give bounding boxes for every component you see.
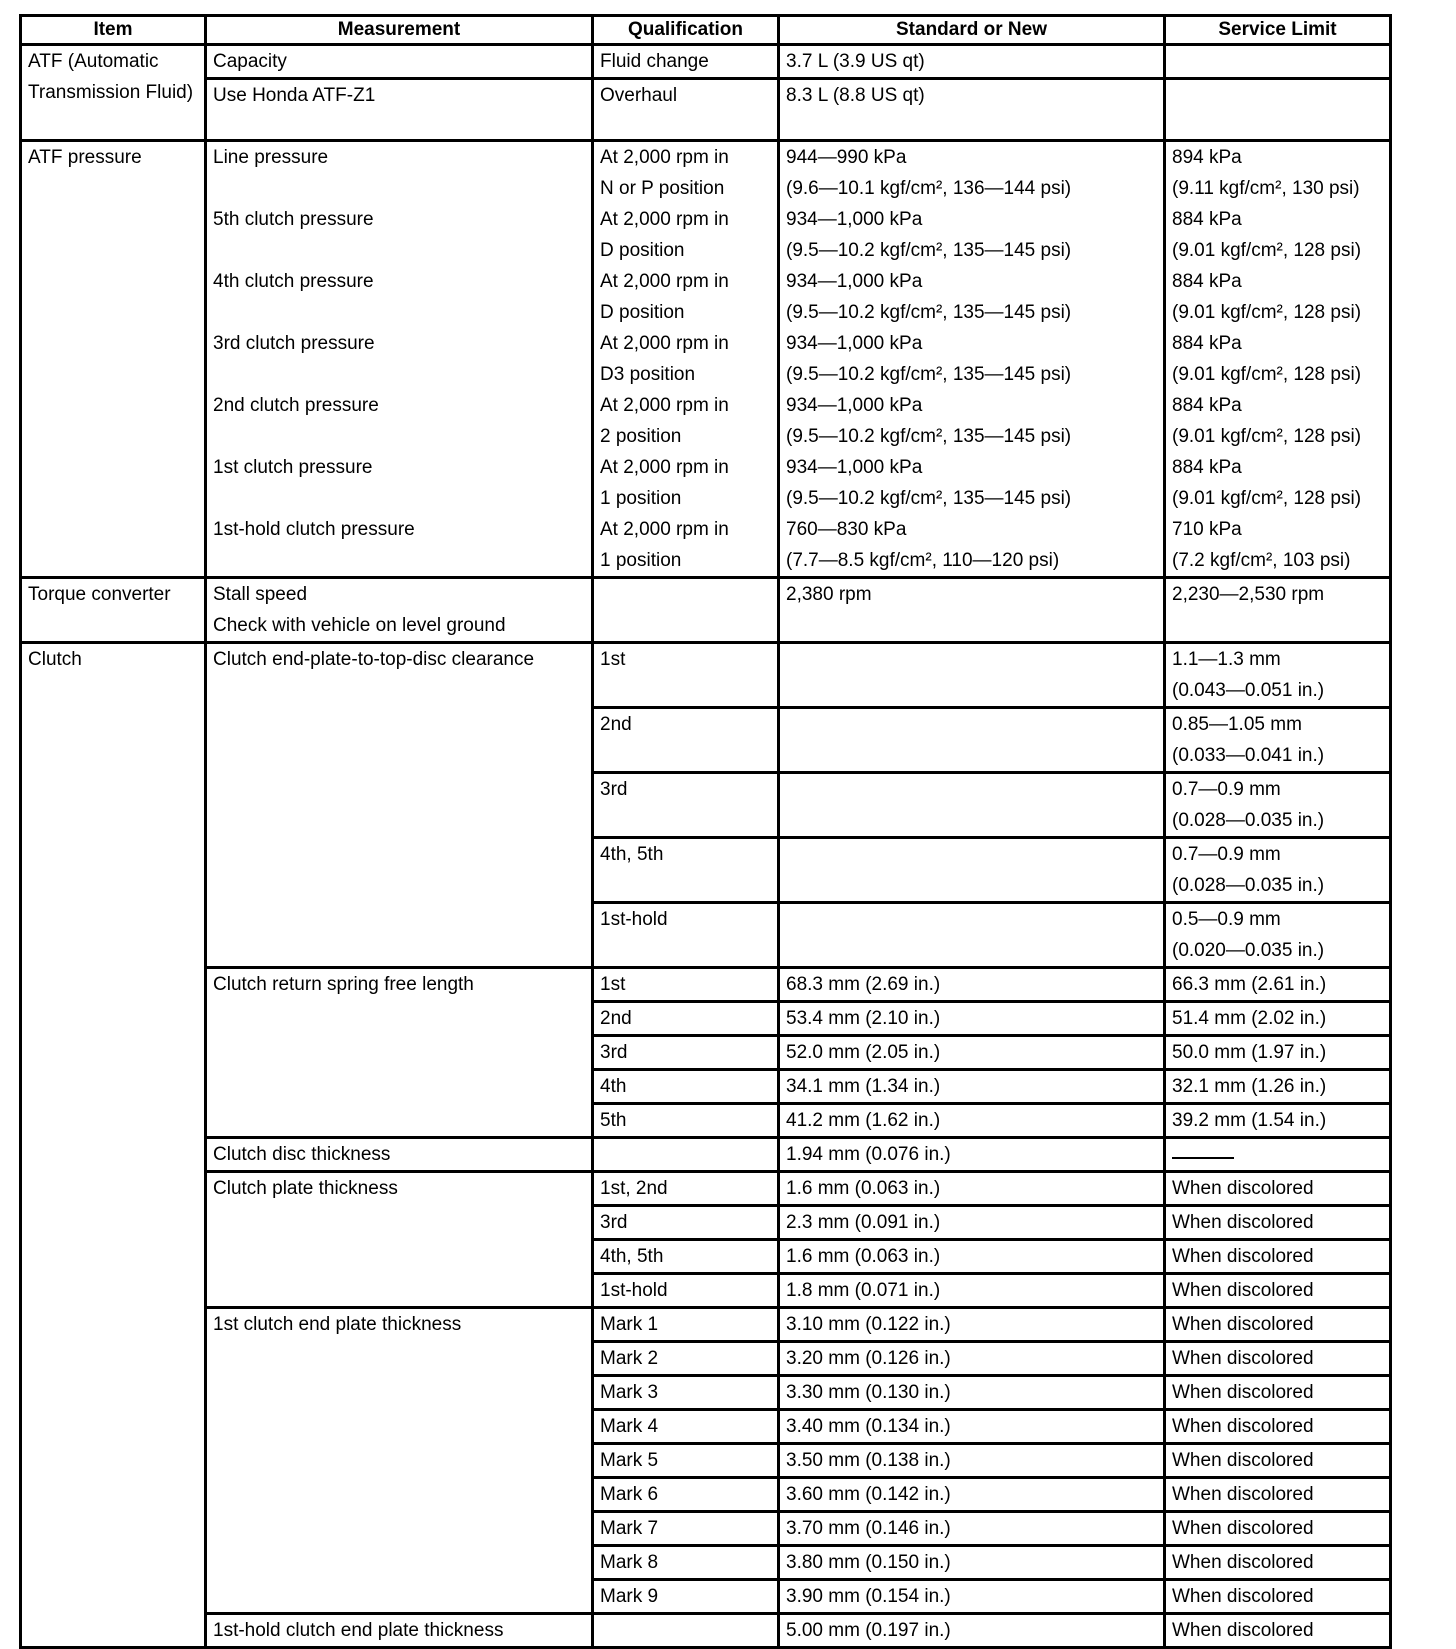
table-row <box>21 1138 1391 1172</box>
standard-cell <box>779 141 1165 578</box>
cell-line <box>213 235 585 266</box>
qualification-cell <box>593 141 779 578</box>
limit-cell: When discolored <box>1165 1308 1391 1342</box>
qualification-cell: 3rd <box>593 1036 779 1070</box>
cell-line: 894 kPa <box>1172 147 1242 168</box>
standard-cell: 3.50 mm (0.138 in.) <box>779 1444 1165 1478</box>
limit-cell: When discolored <box>1165 1274 1391 1308</box>
standard-cell <box>779 773 1165 838</box>
standard-cell: 1.8 mm (0.071 in.) <box>779 1274 1165 1308</box>
cell-line: At 2,000 rpm in <box>600 395 729 416</box>
limit-cell: When discolored <box>1165 1444 1391 1478</box>
qualification-cell: Mark 7 <box>593 1512 779 1546</box>
cell-line: (9.5—10.2 kgf/cm², 135—145 psi) <box>786 240 1072 261</box>
cell-line: (9.6—10.1 kgf/cm², 136—144 psi) <box>786 178 1072 199</box>
limit-cell: 50.0 mm (1.97 in.) <box>1165 1036 1391 1070</box>
standard-cell: 3.20 mm (0.126 in.) <box>779 1342 1165 1376</box>
cell-line: (9.11 kgf/cm², 130 psi) <box>1172 178 1360 199</box>
standard-cell: 5.00 mm (0.197 in.) <box>779 1614 1165 1648</box>
cell-line: At 2,000 rpm in <box>600 271 729 292</box>
cell-line: 884 kPa <box>1172 271 1242 292</box>
measurement-cell: Use Honda ATF-Z1 <box>206 79 593 141</box>
col-header-standard: Standard or New <box>779 16 1165 45</box>
cell-line: (9.01 kgf/cm², 128 psi) <box>1172 364 1362 385</box>
cell-line: (9.5—10.2 kgf/cm², 135—145 psi) <box>786 364 1072 385</box>
cell-line: (0.020—0.035 in.) <box>1172 940 1325 961</box>
table-row <box>21 45 1391 79</box>
cell-line <box>213 545 585 576</box>
cell-line: (9.01 kgf/cm², 128 psi) <box>1172 488 1362 509</box>
qualification-cell: Mark 8 <box>593 1546 779 1580</box>
limit-cell <box>1165 838 1391 903</box>
table-row <box>21 643 1391 708</box>
limit-cell: 51.4 mm (2.02 in.) <box>1165 1002 1391 1036</box>
qualification-cell <box>593 578 779 643</box>
qualification-cell: 3rd <box>593 1206 779 1240</box>
table-row <box>21 79 1391 141</box>
standard-cell: 1.6 mm (0.063 in.) <box>779 1172 1165 1206</box>
cell-line <box>213 359 585 390</box>
qualification-cell <box>593 1614 779 1648</box>
spec-table <box>19 14 1392 1649</box>
measurement-cell: Clutch disc thickness <box>206 1138 593 1172</box>
qualification-cell: 1st-hold <box>593 903 779 968</box>
measurement-cell: Capacity <box>206 45 593 79</box>
cell-line: (9.01 kgf/cm², 128 psi) <box>1172 302 1362 323</box>
qualification-cell: 1st, 2nd <box>593 1172 779 1206</box>
limit-cell: 32.1 mm (1.26 in.) <box>1165 1070 1391 1104</box>
cell-line: 934—1,000 kPa <box>786 457 923 478</box>
cell-line: 0.7—0.9 mm <box>1172 844 1281 865</box>
cell-line: 884 kPa <box>1172 333 1242 354</box>
cell-line: 1st clutch pressure <box>213 457 373 478</box>
cell-line: 760—830 kPa <box>786 519 907 540</box>
standard-cell: 68.3 mm (2.69 in.) <box>779 968 1165 1002</box>
standard-cell: 53.4 mm (2.10 in.) <box>779 1002 1165 1036</box>
measurement-cell: Clutch end-plate-to-top-disc clearance <box>206 643 593 968</box>
cell-line: 934—1,000 kPa <box>786 333 923 354</box>
qualification-cell: 1st <box>593 968 779 1002</box>
limit-cell: When discolored <box>1165 1376 1391 1410</box>
cell-line: 934—1,000 kPa <box>786 271 923 292</box>
qualification-cell: Mark 4 <box>593 1410 779 1444</box>
standard-cell: 1.6 mm (0.063 in.) <box>779 1240 1165 1274</box>
cell-line: 884 kPa <box>1172 457 1242 478</box>
limit-cell: When discolored <box>1165 1580 1391 1614</box>
cell-line: (9.01 kgf/cm², 128 psi) <box>1172 240 1362 261</box>
cell-line: 2 position <box>600 426 682 447</box>
table-row <box>21 578 1391 643</box>
standard-cell <box>779 838 1165 903</box>
qualification-cell: 3rd <box>593 773 779 838</box>
cell-line: 934—1,000 kPa <box>786 395 923 416</box>
cell-line: 0.85—1.05 mm <box>1172 714 1302 735</box>
cell-line <box>213 483 585 514</box>
cell-line: D position <box>600 302 685 323</box>
cell-line: (0.028—0.035 in.) <box>1172 810 1325 831</box>
standard-cell: 3.90 mm (0.154 in.) <box>779 1580 1165 1614</box>
cell-line: Stall speed <box>213 584 308 605</box>
cell-line: 1 position <box>600 550 682 571</box>
dash-mark <box>1172 1157 1234 1159</box>
limit-cell <box>1165 773 1391 838</box>
limit-cell: When discolored <box>1165 1206 1391 1240</box>
cell-line: (7.2 kgf/cm², 103 psi) <box>1172 550 1351 571</box>
cell-line: 884 kPa <box>1172 395 1242 416</box>
table-row <box>21 968 1391 1002</box>
item-cell: ATF pressure <box>21 141 206 578</box>
cell-line: D3 position <box>600 364 696 385</box>
standard-cell <box>779 643 1165 708</box>
limit-cell: When discolored <box>1165 1172 1391 1206</box>
limit-cell <box>1165 79 1391 141</box>
limit-cell: 2,230—2,530 rpm <box>1165 578 1391 643</box>
limit-cell: When discolored <box>1165 1478 1391 1512</box>
item-cell: Clutch <box>21 643 206 1648</box>
limit-cell: When discolored <box>1165 1614 1391 1648</box>
qualification-cell: Mark 5 <box>593 1444 779 1478</box>
standard-cell: 3.60 mm (0.142 in.) <box>779 1478 1165 1512</box>
cell-line: At 2,000 rpm in <box>600 457 729 478</box>
col-header-qualification: Qualification <box>593 16 779 45</box>
qualification-cell: 5th <box>593 1104 779 1138</box>
item-cell: ATF (Automatic Transmission Fluid) <box>21 45 206 141</box>
cell-line: Line pressure <box>213 147 329 168</box>
qualification-cell: 1st-hold <box>593 1274 779 1308</box>
qualification-cell: Mark 3 <box>593 1376 779 1410</box>
standard-cell <box>779 708 1165 773</box>
cell-line: 1 position <box>600 488 682 509</box>
measurement-cell: 1st clutch end plate thickness <box>206 1308 593 1614</box>
cell-line: (0.033—0.041 in.) <box>1172 745 1325 766</box>
limit-cell: When discolored <box>1165 1512 1391 1546</box>
standard-cell <box>779 903 1165 968</box>
limit-cell <box>1165 1138 1391 1172</box>
measurement-cell: Clutch return spring free length <box>206 968 593 1138</box>
cell-line: Check with vehicle on level ground <box>213 615 506 636</box>
qualification-cell: 4th, 5th <box>593 838 779 903</box>
cell-line: 1st-hold clutch pressure <box>213 519 415 540</box>
measurement-cell <box>206 141 593 578</box>
limit-cell <box>1165 708 1391 773</box>
table-row <box>21 141 1391 578</box>
standard-cell: 3.70 mm (0.146 in.) <box>779 1512 1165 1546</box>
cell-line: 1.1—1.3 mm <box>1172 649 1281 670</box>
cell-line: At 2,000 rpm in <box>600 147 729 168</box>
cell-line: 3rd clutch pressure <box>213 333 375 354</box>
item-cell: Torque converter <box>21 578 206 643</box>
cell-line: (0.028—0.035 in.) <box>1172 875 1325 896</box>
limit-cell <box>1165 141 1391 578</box>
qualification-cell: 2nd <box>593 1002 779 1036</box>
cell-line <box>213 421 585 452</box>
cell-line: D position <box>600 240 685 261</box>
qualification-cell: Mark 9 <box>593 1580 779 1614</box>
cell-line: 0.7—0.9 mm <box>1172 779 1281 800</box>
qualification-cell: Mark 1 <box>593 1308 779 1342</box>
limit-cell <box>1165 903 1391 968</box>
col-header-measurement: Measurement <box>206 16 593 45</box>
cell-line: (9.5—10.2 kgf/cm², 135—145 psi) <box>786 488 1072 509</box>
standard-cell: 8.3 L (8.8 US qt) <box>779 79 1165 141</box>
header-row <box>21 16 1391 45</box>
table-row <box>21 1172 1391 1206</box>
limit-cell: When discolored <box>1165 1342 1391 1376</box>
standard-cell: 3.30 mm (0.130 in.) <box>779 1376 1165 1410</box>
cell-line: 944—990 kPa <box>786 147 907 168</box>
qualification-cell: 4th <box>593 1070 779 1104</box>
limit-cell: When discolored <box>1165 1240 1391 1274</box>
standard-cell: 34.1 mm (1.34 in.) <box>779 1070 1165 1104</box>
cell-line: 884 kPa <box>1172 209 1242 230</box>
limit-cell <box>1165 45 1391 79</box>
standard-cell: 3.7 L (3.9 US qt) <box>779 45 1165 79</box>
cell-line: At 2,000 rpm in <box>600 209 729 230</box>
measurement-cell: 1st-hold clutch end plate thickness <box>206 1614 593 1648</box>
qualification-cell: 1st <box>593 643 779 708</box>
qualification-cell: Mark 2 <box>593 1342 779 1376</box>
cell-line: 4th clutch pressure <box>213 271 374 292</box>
standard-cell: 3.80 mm (0.150 in.) <box>779 1546 1165 1580</box>
cell-line <box>213 297 585 328</box>
cell-line: 0.5—0.9 mm <box>1172 909 1281 930</box>
measurement-cell: Clutch plate thickness <box>206 1172 593 1308</box>
cell-line: At 2,000 rpm in <box>600 519 729 540</box>
cell-line: 5th clutch pressure <box>213 209 374 230</box>
table-row <box>21 1308 1391 1342</box>
qualification-cell: 4th, 5th <box>593 1240 779 1274</box>
standard-cell: 3.10 mm (0.122 in.) <box>779 1308 1165 1342</box>
qualification-cell <box>593 1138 779 1172</box>
table-row <box>21 1614 1391 1648</box>
standard-cell: 2.3 mm (0.091 in.) <box>779 1206 1165 1240</box>
cell-line: (9.01 kgf/cm², 128 psi) <box>1172 426 1362 447</box>
standard-cell: 2,380 rpm <box>779 578 1165 643</box>
standard-cell: 41.2 mm (1.62 in.) <box>779 1104 1165 1138</box>
cell-line: At 2,000 rpm in <box>600 333 729 354</box>
standard-cell: 3.40 mm (0.134 in.) <box>779 1410 1165 1444</box>
cell-line: 710 kPa <box>1172 519 1242 540</box>
cell-line: (9.5—10.2 kgf/cm², 135—145 psi) <box>786 426 1072 447</box>
qualification-cell: 2nd <box>593 708 779 773</box>
cell-line: (0.043—0.051 in.) <box>1172 680 1325 701</box>
limit-cell <box>1165 643 1391 708</box>
standard-cell: 1.94 mm (0.076 in.) <box>779 1138 1165 1172</box>
limit-cell: 66.3 mm (2.61 in.) <box>1165 968 1391 1002</box>
cell-line: 2nd clutch pressure <box>213 395 379 416</box>
cell-line: (7.7—8.5 kgf/cm², 110—120 psi) <box>786 550 1060 571</box>
cell-line: (9.5—10.2 kgf/cm², 135—145 psi) <box>786 302 1072 323</box>
qualification-cell: Fluid change <box>593 45 779 79</box>
measurement-cell <box>206 578 593 643</box>
cell-line: N or P position <box>600 178 725 199</box>
cell-line: 934—1,000 kPa <box>786 209 923 230</box>
qualification-cell: Overhaul <box>593 79 779 141</box>
limit-cell: When discolored <box>1165 1546 1391 1580</box>
cell-line <box>213 173 585 204</box>
limit-cell: 39.2 mm (1.54 in.) <box>1165 1104 1391 1138</box>
col-header-service-limit: Service Limit <box>1165 16 1391 45</box>
col-header-item: Item <box>21 16 206 45</box>
limit-cell: When discolored <box>1165 1410 1391 1444</box>
qualification-cell: Mark 6 <box>593 1478 779 1512</box>
standard-cell: 52.0 mm (2.05 in.) <box>779 1036 1165 1070</box>
